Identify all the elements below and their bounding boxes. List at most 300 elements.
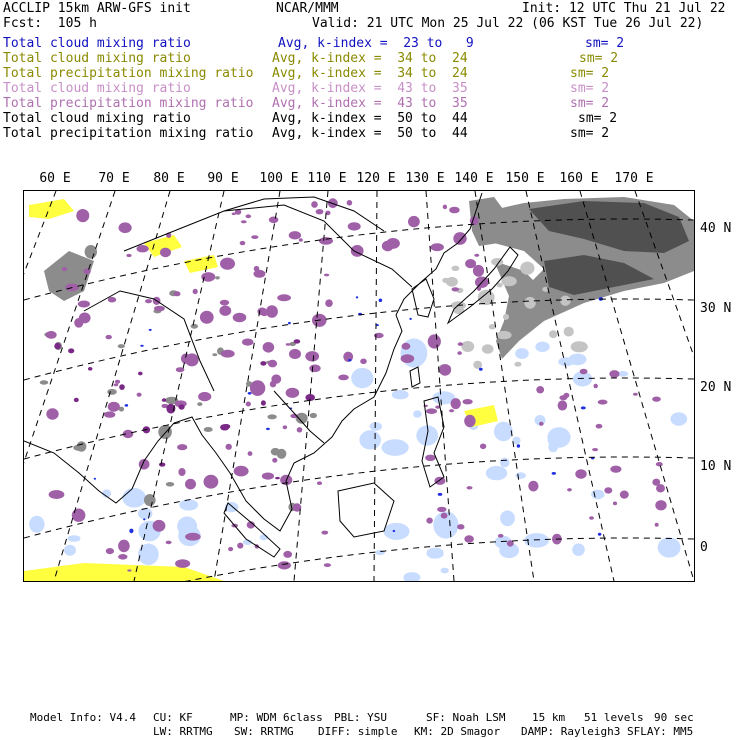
gray-cloud-patch <box>520 262 534 275</box>
light-blue-patch <box>401 339 428 368</box>
light-blue-patch <box>572 543 585 556</box>
purple-precip-patch <box>277 294 291 301</box>
purple-precip-patch <box>54 343 61 349</box>
purple-precip-patch <box>68 348 74 353</box>
light-blue-patch <box>403 572 420 581</box>
purple-precip-patch <box>72 509 86 522</box>
light-blue-patch <box>179 499 198 510</box>
field-sm: sm= 2 <box>579 51 619 66</box>
purple-precip-patch <box>137 393 142 397</box>
purple-precip-patch <box>426 408 437 414</box>
purple-precip-patch <box>119 384 125 390</box>
longitude-line <box>374 191 377 581</box>
purple-precip-patch <box>246 402 251 407</box>
blue-cloud-dot <box>598 533 602 536</box>
purple-precip-patch <box>115 380 120 384</box>
lat-label: 40 N <box>700 221 732 236</box>
purple-precip-patch <box>610 466 621 473</box>
field-avg: Avg, k-index = 23 to 9 <box>278 36 474 51</box>
purple-precip-patch <box>106 335 112 339</box>
purple-precip-patch <box>228 547 233 551</box>
blue-cloud-dot <box>409 318 411 320</box>
gray-cloud-patch <box>503 314 509 320</box>
purple-precip-patch <box>451 398 461 409</box>
longitude-line <box>214 191 280 581</box>
purple-precip-patch <box>219 306 231 316</box>
blue-cloud-dot <box>129 529 133 534</box>
purple-precip-patch <box>166 541 172 545</box>
light-blue-patch <box>548 442 558 453</box>
init-time: Init: 12 UTC Thu 21 Jul 22 <box>522 1 726 16</box>
latitude-line <box>24 378 694 459</box>
purple-precip-patch <box>271 374 281 383</box>
field-name: Total cloud mixing ratio <box>3 81 191 96</box>
purple-precip-patch <box>559 395 567 400</box>
purple-precip-patch <box>656 462 663 466</box>
purple-precip-patch <box>401 354 415 363</box>
light-blue-patch <box>384 523 410 540</box>
purple-precip-patch <box>262 473 274 480</box>
purple-precip-patch <box>464 415 475 427</box>
purple-precip-patch <box>655 523 659 527</box>
purple-precip-patch <box>145 299 152 303</box>
field-name: Total cloud mixing ratio <box>3 111 191 126</box>
gray-cloud-patch <box>496 331 511 339</box>
footer-sf: SF: Noah LSM <box>426 711 506 724</box>
blue-cloud-dot <box>266 428 270 430</box>
purple-precip-patch <box>175 559 190 568</box>
gray-cloud-patch <box>473 361 482 369</box>
lon-label: 120 E <box>356 171 396 186</box>
gray-cloud-patch <box>549 330 557 338</box>
blue-cloud-dot <box>517 444 520 447</box>
light-blue-patch <box>486 466 507 480</box>
gray-cloud-patch <box>212 353 217 356</box>
purple-precip-patch <box>118 540 130 553</box>
field-name: Total cloud mixing ratio <box>3 51 191 66</box>
blue-cloud-dot <box>140 345 143 347</box>
lon-label: 150 E <box>505 171 545 186</box>
footer-lw: LW: RRTMG <box>153 725 213 738</box>
footer-levels: 51 levels <box>584 711 644 724</box>
longitude-line <box>294 191 328 581</box>
purple-precip-patch <box>108 297 116 303</box>
purple-precip-patch <box>137 245 149 252</box>
purple-precip-patch <box>138 372 143 376</box>
blue-cloud-dot <box>248 392 252 395</box>
lon-label: 70 E <box>98 171 130 186</box>
gray-cloud-patch <box>118 344 125 348</box>
purple-precip-patch <box>609 370 619 378</box>
gray-cloud-patch <box>204 427 213 432</box>
gray-cloud-patch <box>277 449 287 459</box>
purple-precip-patch <box>46 408 58 419</box>
gray-cloud-patch <box>564 327 574 337</box>
header-line-2 <box>0 17 740 32</box>
purple-precip-patch <box>567 488 572 491</box>
blue-cloud-dot <box>479 368 483 371</box>
gray-cloud-patch <box>446 277 458 287</box>
blue-cloud-dot <box>438 493 443 496</box>
model-title: ACCLIP 15km ARW-GFS init <box>3 1 191 16</box>
purple-precip-patch <box>261 400 266 405</box>
center-name: NCAR/MMM <box>276 1 339 16</box>
purple-precip-patch <box>104 411 115 417</box>
field-sm: sm= 2 <box>570 81 610 96</box>
footer-resolution: 15 km <box>532 711 566 724</box>
purple-precip-patch <box>160 248 171 258</box>
light-blue-patch <box>441 568 449 574</box>
field-sm: sm= 2 <box>585 36 625 51</box>
blue-cloud-dot <box>348 359 351 361</box>
blue-cloud-dot <box>393 530 396 532</box>
lat-label: 10 N <box>700 459 732 474</box>
gray-cloud-patch <box>197 402 202 406</box>
purple-precip-patch <box>316 209 324 214</box>
gray-cloud-patch <box>166 482 174 487</box>
footer-cu: CU: KF <box>153 711 193 724</box>
purple-precip-patch <box>260 361 266 366</box>
field-row <box>0 127 740 142</box>
purple-precip-patch <box>253 270 265 278</box>
purple-precip-patch <box>266 305 278 318</box>
purple-precip-patch <box>289 349 301 359</box>
purple-precip-patch <box>311 201 318 208</box>
purple-precip-patch <box>220 300 229 306</box>
footer-km: KM: 2D Smagor <box>414 725 501 738</box>
blue-cloud-dot <box>94 478 96 480</box>
latitude-line <box>24 299 694 380</box>
purple-precip-patch <box>88 367 93 371</box>
purple-precip-patch <box>162 398 167 402</box>
field-name: Total precipitation mixing ratio <box>3 96 254 111</box>
footer-sw: SW: RRTMG <box>234 725 294 738</box>
purple-precip-patch <box>309 365 320 373</box>
purple-precip-patch <box>402 343 411 350</box>
purple-precip-patch <box>441 513 448 519</box>
purple-precip-patch <box>463 399 473 404</box>
purple-precip-patch <box>46 331 57 339</box>
lat-label: 20 N <box>700 380 732 395</box>
purple-precip-patch <box>246 214 252 218</box>
gray-cloud-patch <box>524 297 536 309</box>
lon-label: 170 E <box>614 171 654 186</box>
purple-precip-patch <box>464 535 474 542</box>
blue-cloud-dot <box>379 299 383 303</box>
purple-precip-patch <box>223 424 231 429</box>
light-blue-patch <box>413 410 422 417</box>
gray-cloud-patch <box>560 296 571 306</box>
purple-precip-patch <box>604 487 612 493</box>
gray-cloud-patch <box>461 341 474 352</box>
purple-precip-patch <box>338 375 349 381</box>
purple-precip-patch <box>575 469 586 478</box>
purple-precip-patch <box>655 500 666 510</box>
purple-precip-patch <box>242 339 253 346</box>
purple-precip-patch <box>153 520 166 532</box>
purple-precip-patch <box>652 397 661 402</box>
purple-precip-patch <box>580 369 588 375</box>
light-blue-patch <box>516 472 526 479</box>
blue-cloud-dot <box>356 296 358 298</box>
purple-precip-patch <box>286 343 291 346</box>
blue-cloud-dot <box>143 518 145 520</box>
header-line-1 <box>0 2 740 17</box>
light-blue-patch <box>351 368 373 388</box>
purple-precip-patch <box>193 289 198 294</box>
blue-cloud-dot <box>288 322 291 324</box>
purple-precip-patch <box>528 481 538 492</box>
lon-label: 90 E <box>207 171 239 186</box>
purple-precip-patch <box>204 475 219 489</box>
light-blue-patch <box>382 439 409 456</box>
purple-precip-patch <box>234 466 249 477</box>
purple-precip-patch <box>443 205 447 210</box>
purple-precip-patch <box>269 217 279 224</box>
purple-precip-patch <box>474 254 479 257</box>
gray-cloud-patch <box>452 266 460 271</box>
footer-timestep: 90 sec <box>654 711 694 724</box>
blue-cloud-dot <box>581 406 586 409</box>
purple-precip-patch <box>656 484 665 492</box>
purple-precip-patch <box>159 463 165 467</box>
purple-precip-patch <box>613 502 617 506</box>
footer-sflay: SFLAY: MM5 <box>627 725 694 738</box>
purple-precip-patch <box>221 350 235 358</box>
light-blue-patch <box>138 544 159 566</box>
purple-precip-patch <box>467 486 473 489</box>
valid-time: Valid: 21 UTC Mon 25 Jul 22 (06 KST Tue 26 Jul 22) <box>312 16 704 31</box>
purple-precip-patch <box>278 561 291 569</box>
purple-precip-patch <box>426 518 432 524</box>
blue-cloud-dot <box>125 404 129 407</box>
field-sm: sm= 2 <box>570 96 610 111</box>
purple-precip-patch <box>297 427 303 432</box>
purple-precip-patch <box>118 554 127 560</box>
purple-precip-patch <box>452 287 460 291</box>
field-row <box>0 82 740 97</box>
purple-precip-patch <box>226 263 231 267</box>
blue-cloud-dot <box>149 329 152 331</box>
gray-cloud-patch <box>497 283 503 288</box>
gray-cloud-patch <box>310 413 317 418</box>
footer-model-info: Model Info: V4.4 <box>30 711 136 724</box>
purple-precip-patch <box>76 209 89 222</box>
gray-cloud-patch <box>40 380 49 384</box>
purple-precip-patch <box>449 207 460 214</box>
purple-precip-patch <box>79 313 91 324</box>
purple-precip-patch <box>74 398 79 402</box>
field-row <box>0 112 740 127</box>
light-blue-patch <box>375 550 385 555</box>
lon-label: 60 E <box>39 171 71 186</box>
light-blue-patch <box>370 422 383 431</box>
purple-precip-patch <box>294 339 301 343</box>
field-row <box>0 97 740 112</box>
light-blue-patch <box>535 342 549 352</box>
purple-precip-patch <box>589 516 594 519</box>
field-row <box>0 52 740 67</box>
purple-precip-patch <box>434 477 445 485</box>
lon-label: 160 E <box>559 171 599 186</box>
lon-label: 100 E <box>259 171 299 186</box>
purple-precip-patch <box>248 451 253 456</box>
field-row <box>0 67 740 82</box>
cloud-field-map <box>24 191 694 581</box>
purple-precip-patch <box>289 231 301 239</box>
purple-precip-patch <box>177 444 187 450</box>
lat-label: 30 N <box>700 301 732 316</box>
gray-cloud-patch <box>514 362 521 367</box>
field-avg: Avg, k-index = 43 to 35 <box>272 81 468 96</box>
purple-precip-patch <box>449 409 454 412</box>
gray-cloud-patch <box>107 389 117 395</box>
purple-precip-patch <box>250 380 265 396</box>
field-avg: Avg, k-index = 50 to 44 <box>272 111 468 126</box>
purple-precip-patch <box>439 364 451 376</box>
purple-precip-patch <box>325 299 333 307</box>
purple-precip-patch <box>275 477 280 479</box>
lon-label: 110 E <box>307 171 347 186</box>
purple-precip-patch <box>83 268 90 274</box>
purple-precip-patch <box>299 238 303 242</box>
purple-precip-patch <box>251 235 258 239</box>
purple-precip-patch <box>386 238 400 249</box>
field-row <box>0 37 740 52</box>
purple-precip-patch <box>465 259 476 268</box>
lon-label: 130 E <box>405 171 445 186</box>
gray-cloud-patch <box>267 414 276 419</box>
purple-precip-patch <box>233 313 247 323</box>
field-sm: sm= 2 <box>578 111 618 126</box>
purple-precip-patch <box>127 569 131 571</box>
purple-precip-patch <box>283 425 287 429</box>
india-border <box>84 291 214 391</box>
purple-precip-patch <box>596 424 603 429</box>
gray-cloud-patch <box>215 276 220 279</box>
light-blue-patch <box>658 537 681 557</box>
purple-precip-patch <box>226 444 232 450</box>
purple-precip-patch <box>240 241 246 245</box>
purple-precip-patch <box>185 479 196 490</box>
purple-precip-patch <box>62 267 67 271</box>
footer-damp: DAMP: Rayleigh3 <box>521 725 621 738</box>
field-name: Total cloud mixing ratio <box>3 36 191 51</box>
purple-precip-patch <box>347 200 353 206</box>
purple-precip-patch <box>458 342 463 346</box>
field-sm: sm= 2 <box>570 126 610 141</box>
tibet-yellow-2 <box>184 255 218 273</box>
purple-precip-patch <box>408 216 420 227</box>
light-blue-patch <box>500 458 510 468</box>
field-avg: Avg, k-index = 34 to 24 <box>272 66 468 81</box>
light-blue-patch <box>138 508 152 520</box>
purple-precip-patch <box>539 422 544 426</box>
purple-precip-patch <box>106 548 114 554</box>
gray-cloud-patch <box>85 245 97 259</box>
purple-precip-patch <box>174 291 181 296</box>
purple-precip-patch <box>620 491 629 499</box>
purple-precip-patch <box>200 311 214 324</box>
footer-pbl: PBL: YSU <box>334 711 387 724</box>
field-avg: Avg, k-index = 50 to 44 <box>272 126 468 141</box>
purple-precip-patch <box>498 534 504 538</box>
light-blue-patch <box>29 516 44 533</box>
purple-precip-patch <box>453 232 466 245</box>
light-blue-patch <box>500 511 515 527</box>
purple-precip-patch <box>114 384 119 387</box>
purple-precip-patch <box>592 448 598 451</box>
purple-precip-patch <box>178 468 185 476</box>
footer-mp: MP: WDM 6class <box>230 711 323 724</box>
gray-cloud-patch <box>571 341 588 352</box>
purple-precip-patch <box>198 392 211 401</box>
purple-precip-patch <box>262 313 267 316</box>
purple-precip-patch <box>272 458 277 463</box>
gray-cloud-patch <box>77 441 87 452</box>
purple-precip-patch <box>360 359 367 365</box>
purple-precip-patch <box>457 351 462 355</box>
korea-coastline <box>412 279 434 317</box>
light-blue-patch <box>515 348 529 359</box>
purple-precip-patch <box>78 301 90 308</box>
purple-precip-patch <box>437 507 446 512</box>
purple-precip-patch <box>480 444 486 450</box>
purple-precip-patch <box>431 243 444 251</box>
purple-precip-patch <box>324 274 329 277</box>
south-yellow-band <box>24 563 224 581</box>
purple-precip-patch <box>321 531 328 535</box>
purple-precip-patch <box>324 563 331 567</box>
gray-cloud-patch <box>191 324 198 329</box>
field-sm: sm= 2 <box>570 66 610 81</box>
gray-cloud-patch <box>482 344 494 353</box>
lon-label: 80 E <box>153 171 185 186</box>
purple-precip-patch <box>594 384 598 389</box>
purple-precip-patch <box>49 490 65 499</box>
purple-precip-patch <box>268 360 277 368</box>
light-blue-patch <box>68 535 81 542</box>
purple-precip-patch <box>374 333 384 338</box>
purple-precip-patch <box>108 402 120 412</box>
purple-precip-patch <box>428 334 441 348</box>
purple-precip-patch <box>237 543 243 549</box>
purple-precip-patch <box>263 342 275 353</box>
purple-precip-patch <box>179 404 185 409</box>
field-avg: Avg, k-index = 34 to 24 <box>272 51 468 66</box>
taiwan-coastline <box>410 367 420 387</box>
purple-precip-patch <box>633 393 638 396</box>
purple-precip-patch <box>457 524 464 529</box>
light-blue-patch <box>392 390 409 399</box>
purple-precip-patch <box>598 400 608 405</box>
lon-label: 140 E <box>454 171 494 186</box>
purple-precip-patch <box>425 455 436 461</box>
map-panel <box>23 190 695 582</box>
light-blue-patch <box>426 548 443 559</box>
purple-precip-patch <box>348 222 361 230</box>
purple-precip-patch <box>126 254 131 257</box>
purple-precip-patch <box>286 388 300 398</box>
light-blue-patch <box>64 545 76 556</box>
gray-cloud-patch <box>501 276 516 286</box>
light-blue-patch <box>591 490 604 500</box>
field-name: Total precipitation mixing ratio <box>3 66 254 81</box>
purple-precip-patch <box>119 222 132 233</box>
footer-diff: DIFF: simple <box>318 725 398 738</box>
purple-precip-patch <box>241 220 247 223</box>
light-blue-patch <box>359 430 381 449</box>
